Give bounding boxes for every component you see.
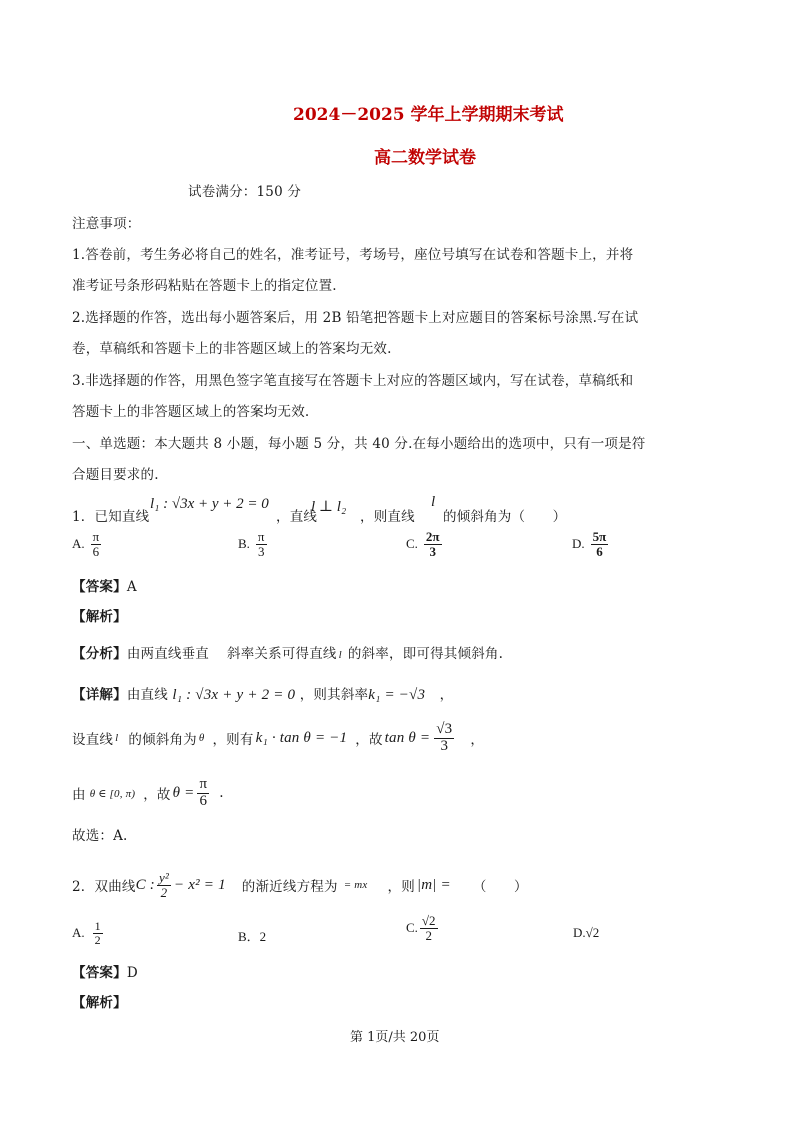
q1-answer [72,575,137,595]
notice-item-2-line-2: 卷，草稿纸和答题卡上的非答题区域上的答案均无效. [72,341,392,357]
section-heading-line-1: 一、单选题：本大题共 8 小题，每小题 5 分，共 40 分.在每小题给出的选项中，只有一项是符 [72,436,646,452]
notice-item-1-line-1: 1.答卷前，考生务必将自己的姓名，准考证号，考场号，座位号填写在试卷和答题卡上，并将 [72,247,634,263]
q2-option-c[interactable] [406,914,438,942]
q1-option-a[interactable] [72,530,101,558]
notice-item-2-line-1: 2.选择题的作答，选出每小题答案后，用 2B 铅笔把答题卡上对应题目的答案标号涂黑.写在试 [72,310,639,326]
fraction [434,722,454,755]
fraction [591,530,609,558]
detail-text: 设直线 [72,732,114,749]
denominator: 3 [440,737,449,754]
option-label: C. [406,536,418,552]
analysis-text-c: 的斜率，即可得其倾斜角. [347,646,504,662]
q2-prefix: 2．双曲线 [72,879,136,896]
detail-text: ， [439,687,454,703]
exam-title: 2024－2025 学年上学期期末考试 [293,105,564,125]
detail-text: ， [470,732,485,749]
answer-value: D [126,965,138,981]
numerator: π [257,529,265,544]
analysis-text-b: 斜率关系可得直线 [227,646,337,662]
q1-detail-line-1 [72,683,453,704]
q1-detail-line-2 [72,722,484,755]
answer-tag: 【答案】 [72,579,127,595]
q1-mid2: ，则直线 [360,509,415,525]
q2-mid: 的渐近线方程为 [241,879,338,896]
m-absolute: |m| = [416,876,451,893]
numerator: √2 [421,913,436,928]
q1-suffix: 的倾斜角为（ ） [443,509,567,525]
theta-range: θ ∈ [0, π) [89,787,136,800]
denominator: 2 [94,932,101,947]
option-label: A. [72,925,85,941]
q2-option-a[interactable] [72,920,103,946]
q2-answer [72,961,138,981]
detail-text: ，故 [143,787,171,804]
notice-heading: 注意事项： [72,216,141,232]
full-score: 试卷满分：150 分 [188,184,302,200]
q1-perpendicular: l ⊥ l₂ [311,499,347,515]
numerator: 1 [94,919,101,933]
detail-text: 的倾斜角为 [128,732,197,749]
line-symbol: l [115,732,119,745]
q1-l-symbol: l [431,494,436,510]
hyperbola-equation: − x² = 1 [174,876,226,893]
answer-value: A [126,579,137,595]
q2-option-b[interactable]: B．2 [238,929,267,944]
detail-text: 由 [72,787,86,804]
analysis-line-symbol: l [338,649,342,661]
page-number: 第 1页/共 20页 [350,1030,440,1045]
exam-subtitle: 高二数学试卷 [374,148,476,168]
answer-tag: 【答案】 [72,965,127,981]
fraction [91,530,102,558]
detail-text: . [219,785,224,802]
option-label: B. [238,536,250,552]
q1-line-equation: l₁ : √3x + y + 2 = 0 [150,496,269,512]
denominator: 2 [425,927,432,943]
detail-text: ，则其斜率 [299,687,369,703]
q2-suffix: （ ） [472,879,528,896]
q1-conclusion: 故选：A. [72,828,128,844]
numerator: 2π [425,529,440,544]
denominator: 6 [199,792,208,809]
q1-option-b[interactable] [238,530,267,558]
fraction [424,530,442,558]
option-label: D. [572,536,585,552]
fraction [420,914,438,942]
analysis-text-a: 由两直线垂直 [126,646,210,662]
option-label: A. [72,536,85,552]
numerator: π [199,776,208,792]
numerator: 5π [592,529,607,544]
detail-text: ，故 [355,732,383,749]
q2-jiexi-tag: 【解析】 [72,995,127,1011]
numerator: y² [158,870,170,885]
denominator: 3 [429,543,436,559]
fraction [93,920,103,946]
line-equation: l₁ : √3x + y + 2 = 0 [172,687,296,703]
q1-option-d[interactable] [572,530,608,558]
fraction [197,777,209,810]
notice-item-3-line-1: 3.非选择题的作答，用黑色签字笔直接写在答题卡上对应的答题区域内，写在试卷，草稿纸和 [72,373,634,389]
q2-option-d[interactable]: D.√2 [573,925,600,940]
denominator: 6 [92,543,100,559]
option-label: C. [406,920,418,936]
q1-mid: ，直线 [276,509,318,525]
q1-option-c[interactable] [406,530,442,558]
q2-stem [72,871,528,899]
denominator: 6 [596,543,603,559]
theta-symbol: θ [198,732,205,745]
notice-item-3-line-2: 答题卡上的非答题区域上的答案均无效. [72,404,310,420]
tan-expression: tan θ = [384,729,431,746]
analysis-tag: 【分析】 [72,646,127,662]
q1-jiexi-tag: 【解析】 [72,609,127,625]
asymptote-equation: = mx [343,879,368,892]
q2-mid2: ，则 [387,879,415,896]
detail-text: 由直线 [126,687,168,703]
q1-detail-line-3 [72,777,224,810]
denominator: 2 [160,884,168,900]
slope-equation: k₁ = −√3 [368,687,426,703]
detail-text: ，则有 [212,732,254,749]
notice-item-1-line-2: 准考证号条形码粘贴在答题卡上的指定位置. [72,278,337,294]
detail-tag: 【详解】 [72,687,127,703]
numerator: π [92,529,100,544]
curve-label: C : [135,876,155,893]
q1-prefix: 1．已知直线 [72,509,150,525]
numerator: √3 [436,721,453,737]
theta-expression: θ = [172,784,195,801]
denominator: 3 [257,543,265,559]
fraction [157,871,171,899]
fraction [256,530,267,558]
product-equation: k₁ · tan θ = −1 [255,729,348,746]
q1-analysis [72,642,503,662]
section-heading-line-2: 合题目要求的. [72,467,159,483]
